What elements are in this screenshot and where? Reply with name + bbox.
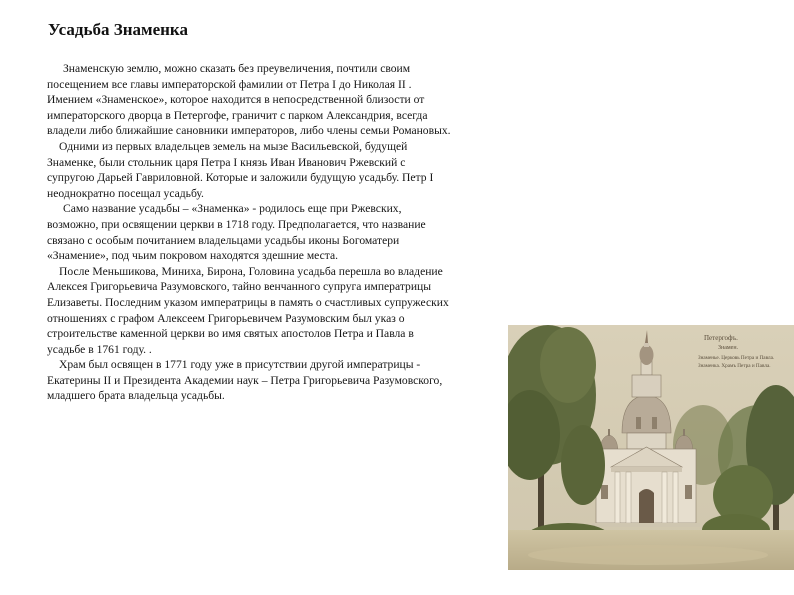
caption-line: Знаменка. Храмъ Петра и Павла.	[698, 363, 771, 369]
text-line: возможно, при освящении церкви в 1718 году. Предполагается, что название	[47, 217, 426, 231]
text-line: Одними из первых владельцев земель на мызе Васильевской, будущей	[59, 139, 408, 153]
text-line: Знаменскую землю, можно сказать без преувеличения, почтили своим	[63, 62, 411, 75]
church-postcard-photo	[508, 325, 794, 570]
text-line: младшего брата владельца усадьбы.	[47, 389, 225, 403]
text-line: неоднократно посещал усадьбу.	[47, 186, 204, 200]
text-line: владели либо ближайшие сановники императоров, либо члены семьи Романовых.	[47, 124, 451, 138]
history-text	[47, 61, 547, 404]
text-line: После Меньшикова, Миниха, Бирона, Головина усадьба перешла во владение	[59, 264, 443, 278]
caption-line: Знамен.	[718, 345, 739, 351]
text-line: Само название усадьбы – «Знаменка» - родилось еще при Ржевских,	[63, 202, 402, 216]
text-line: отношениях с графом Алексеем Григорьевичем Разумовским был указ о	[47, 311, 405, 325]
text-line: усадьбе в 1761 году. .	[47, 342, 152, 356]
text-line: строительстве каменной церкви во имя святых апостолов Петра и Павла в	[47, 327, 414, 341]
text-line: Алексея Григорьевича Разумовского, тайно венчанного супруга императрицы	[47, 280, 432, 294]
text-line: Знаменке, были стольник царя Петра I князь Иван Иванович Ржевский с	[47, 155, 406, 169]
text-line: императорского дворца в Петергофе, граничит с парком Александрия, всегда	[47, 108, 428, 122]
caption-line: Знаменье. Церковь Петра и Павла.	[698, 355, 775, 361]
text-line: супругою Дарьей Гавриловной. Которые и заложили будущую усадьбу. Петр I	[47, 171, 434, 185]
text-line: Елизаветы. Последним указом императрицы в память о счастливых супружеских	[47, 295, 449, 309]
text-line: посещением все главы императорской фамилии от Петра I до Николая II .	[47, 77, 412, 91]
page-title: Усадьба Знаменка	[48, 20, 188, 39]
text-line: связано с особым почитанием владельцами усадьбы иконы Богоматери	[47, 233, 400, 247]
text-line: Имением «Знаменское», которое находится в непосредственной близости от	[47, 93, 425, 107]
text-line: «Знамение», под чьим покровом находятся здешние места.	[47, 249, 338, 263]
text-line: Екатерины II и Президента Академии наук – Петра Григорьевича Разумовского,	[47, 373, 443, 387]
caption-line: Петергофъ.	[704, 334, 738, 342]
text-line: Храм был освящен в 1771 году уже в присутствии другой императрицы -	[59, 358, 421, 372]
